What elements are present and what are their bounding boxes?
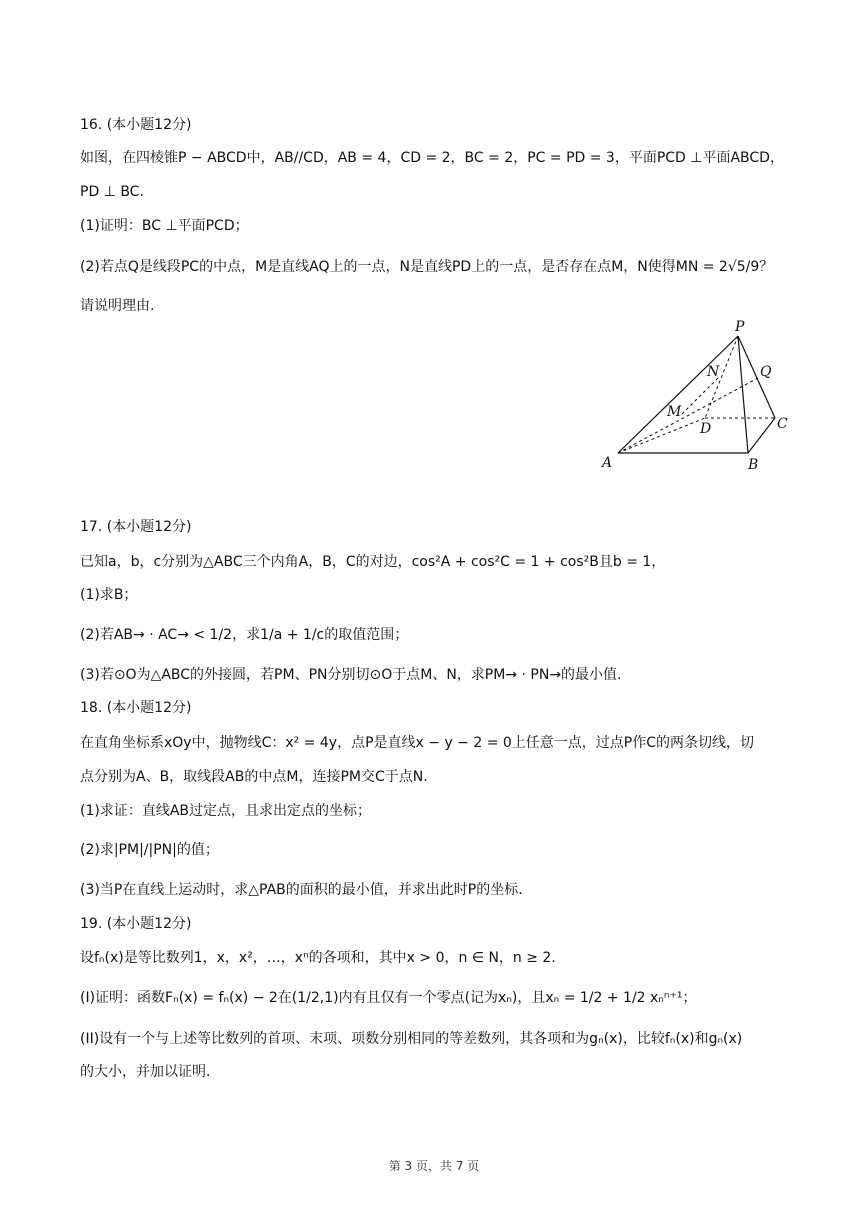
- problem-19-part2-cont: 的大小，并加以证明.: [80, 1064, 211, 1080]
- edge-BC: [748, 418, 775, 453]
- problem-18-part1: (1)求证：直线AB过定点，且求出定点的坐标；: [80, 803, 372, 819]
- page-number-footer: 第 3 页，共 7 页: [388, 1159, 480, 1173]
- label-M: M: [667, 404, 682, 420]
- label-A: A: [602, 455, 613, 471]
- label-N: N: [707, 364, 720, 380]
- problem-19-header: 19. (本小题12分): [80, 916, 192, 932]
- problem-16-part1: (1)证明：BC ⊥平面PCD；: [80, 218, 249, 234]
- edge-AD: [618, 418, 705, 453]
- problem-16-part2: (2)若点Q是线段PC的中点，M是直线AQ上的一点，N是直线PD上的一点，是否存在点M，N使得MN = 2√5/9？: [80, 259, 774, 275]
- problem-17-part3: (3)若⊙O为△ABC的外接圆，若PM、PN分别切⊙O于点M、N，求PM→ · PN→的最小值.: [80, 667, 622, 683]
- problem-18-part3: (3)当P在直线上运动时，求△PAB的面积的最小值，并求出此时P的坐标.: [80, 882, 523, 898]
- line-AQ: [618, 378, 758, 453]
- problem-18-part2: (2)求|PM|/|PN|的值；: [80, 842, 219, 858]
- label-B: B: [748, 457, 759, 473]
- label-C: C: [777, 416, 788, 432]
- problem-16-statement-line1: 如图，在四棱锥P − ABCD中，AB//CD，AB = 4，CD = 2，BC = 2，PC = PD = 3，平面PCD ⊥平面ABCD，: [80, 150, 784, 166]
- problem-19-part1: (I)证明：函数Fₙ(x) = fₙ(x) − 2在(1/2,1)内有且仅有一个零点(记为xₙ)，且xₙ = 1/2 + 1/2 xₙⁿ⁺¹；: [80, 990, 697, 1006]
- problem-18-statement-line2: 点分别为A、B，取线段AB的中点M，连接PM交C于点N.: [80, 769, 428, 785]
- pyramid-figure: [590, 318, 800, 478]
- problem-19-part2: (II)设有一个与上述等比数列的首项、末项、项数分别相同的等差数列，其各项和为gₙ(x)，比较fₙ(x)和gₙ(x): [80, 1031, 743, 1047]
- problem-18-statement-line1: 在直角坐标系xOy中，抛物线C：x² = 4y，点P是直线x − y − 2 = 0上任意一点，过点P作C的两条切线，切: [80, 735, 755, 751]
- problem-16-part2-cont: 请说明理由.: [80, 298, 155, 314]
- label-Q: Q: [760, 364, 772, 380]
- edge-PA: [618, 336, 738, 453]
- problem-17-part1: (1)求B；: [80, 587, 138, 603]
- problem-18-header: 18. (本小题12分): [80, 700, 192, 716]
- problem-17-header: 17. (本小题12分): [80, 519, 192, 535]
- problem-17-part2: (2)若AB→ · AC→ < 1/2，求1/a + 1/c的取值范围；: [80, 627, 409, 643]
- label-P: P: [735, 319, 745, 335]
- problem-17-statement: 已知a，b，c分别为△ABC三个内角A，B，C的对边，cos²A + cos²C = 1 + cos²B且b = 1，: [80, 554, 666, 570]
- problem-19-statement: 设fₙ(x)是等比数列1，x，x²，…，xⁿ的各项和，其中x > 0，n ∈ N，n ≥ 2.: [80, 950, 556, 966]
- problem-16-header: 16. (本小题12分): [80, 117, 192, 133]
- label-D: D: [700, 421, 712, 437]
- segment-MN: [682, 376, 720, 414]
- problem-16-statement-line2: PD ⊥ BC.: [80, 184, 144, 200]
